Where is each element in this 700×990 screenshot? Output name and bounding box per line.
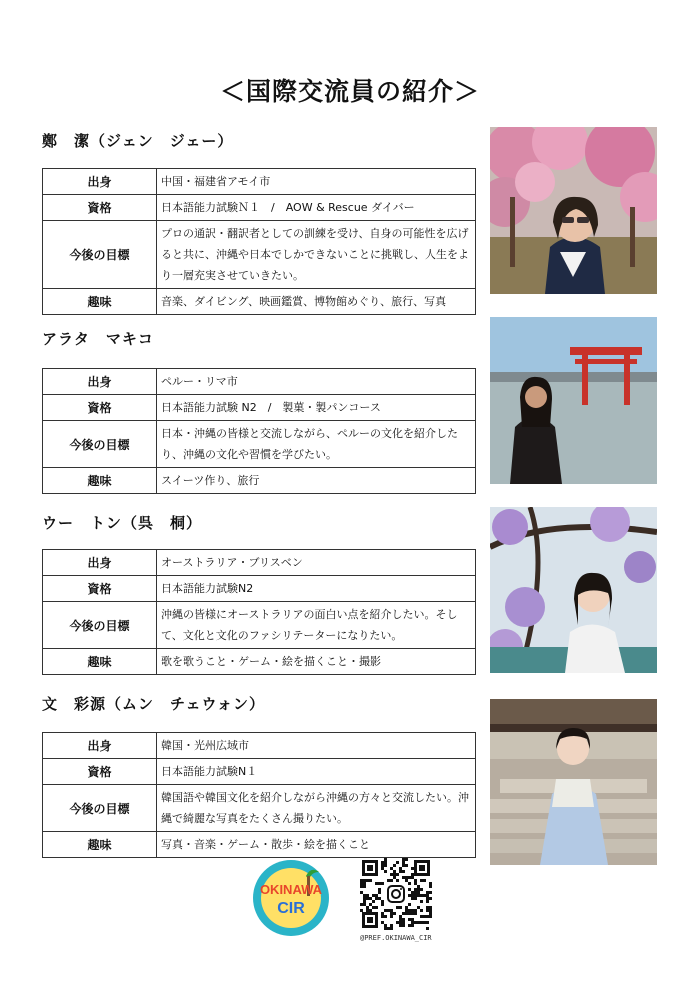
qualification-label: 資格 <box>43 395 157 421</box>
table-row <box>43 550 476 576</box>
table-row <box>43 649 476 675</box>
table-row <box>43 221 476 289</box>
profile-table <box>42 732 476 858</box>
table-row <box>43 832 476 858</box>
table-row <box>43 369 476 395</box>
portrait-photo-1 <box>490 127 657 294</box>
person-name: 文 彩源（ムン チェウォン） <box>42 695 265 713</box>
hobby-label: 趣味 <box>43 289 157 315</box>
qualification-value: 日本語能力試験N１ <box>157 759 476 785</box>
goal-value: 日本・沖縄の皆様と交流しながら、ペルーの文化を紹介したり、沖縄の文化や習慣を学びたい。 <box>157 421 476 468</box>
goal-label: 今後の目標 <box>43 602 157 649</box>
table-row <box>43 759 476 785</box>
table-row <box>43 733 476 759</box>
table-row <box>43 395 476 421</box>
goal-label: 今後の目標 <box>43 785 157 832</box>
person-name: 鄭 潔（ジェン ジェー） <box>42 132 234 150</box>
origin-label: 出身 <box>43 369 157 395</box>
table-row <box>43 785 476 832</box>
qualification-label: 資格 <box>43 576 157 602</box>
person-name: アラタ マキコ <box>42 330 154 348</box>
table-row <box>43 602 476 649</box>
hobby-label: 趣味 <box>43 649 157 675</box>
table-row <box>43 468 476 494</box>
table-row <box>43 576 476 602</box>
hobby-label: 趣味 <box>43 468 157 494</box>
goal-value: 韓国語や韓国文化を紹介しながら沖縄の方々と交流したい。沖縄で綺麗な写真をたくさん撮りたい。 <box>157 785 476 832</box>
qualification-label: 資格 <box>43 759 157 785</box>
origin-value: 韓国・光州広域市 <box>157 733 476 759</box>
qualification-value: 日本語能力試験 N2 / 製菓・製パンコース <box>157 395 476 421</box>
hobby-value: スイーツ作り、旅行 <box>157 468 476 494</box>
origin-label: 出身 <box>43 733 157 759</box>
hobby-value: 歌を歌うこと・ゲーム・絵を描くこと・撮影 <box>157 649 476 675</box>
hobby-label: 趣味 <box>43 832 157 858</box>
qualification-value: 日本語能力試験N2 <box>157 576 476 602</box>
origin-label: 出身 <box>43 169 157 195</box>
profile-table <box>42 368 476 494</box>
instagram-handle: @PREF.OKINAWA_CIR <box>360 934 432 942</box>
origin-value: ペルー・リマ市 <box>157 369 476 395</box>
goal-label: 今後の目標 <box>43 221 157 289</box>
table-row <box>43 169 476 195</box>
hobby-value: 音楽、ダイビング、映画鑑賞、博物館めぐり、旅行、写真 <box>157 289 476 315</box>
origin-value: オーストラリア・ブリスベン <box>157 550 476 576</box>
portrait-photo-4 <box>490 699 657 865</box>
portrait-photo-2 <box>490 317 657 484</box>
origin-value: 中国・福建省アモイ市 <box>157 169 476 195</box>
qualification-label: 資格 <box>43 195 157 221</box>
goal-label: 今後の目標 <box>43 421 157 468</box>
origin-label: 出身 <box>43 550 157 576</box>
okinawa-cir-logo <box>251 858 331 938</box>
goal-value: プロの通訳・翻訳者としての訓練を受け、自身の可能性を広げると共に、沖縄や日本でしかできないことに挑戦し、人生をより一層充実させていきたい。 <box>157 221 476 289</box>
table-row <box>43 195 476 221</box>
logo-line1: OKINAWA <box>259 882 323 897</box>
logo-line2: CIR <box>277 900 305 917</box>
profile-table <box>42 549 476 675</box>
person-name: ウー トン（呉 桐） <box>42 514 203 532</box>
profile-table <box>42 168 476 315</box>
table-row <box>43 421 476 468</box>
page-title: ＜国際交流員の紹介＞ <box>219 77 480 106</box>
goal-value: 沖縄の皆様にオーストラリアの面白い点を紹介したい。そして、文化と文化のファシリテーターになりたい。 <box>157 602 476 649</box>
hobby-value: 写真・音楽・ゲーム・散歩・絵を描くこと <box>157 832 476 858</box>
portrait-photo-3 <box>490 507 657 673</box>
qualification-value: 日本語能力試験Ｎ１ / AOW & Rescue ダイバー <box>157 195 476 221</box>
table-row <box>43 289 476 315</box>
instagram-qr-code[interactable] <box>360 858 432 934</box>
